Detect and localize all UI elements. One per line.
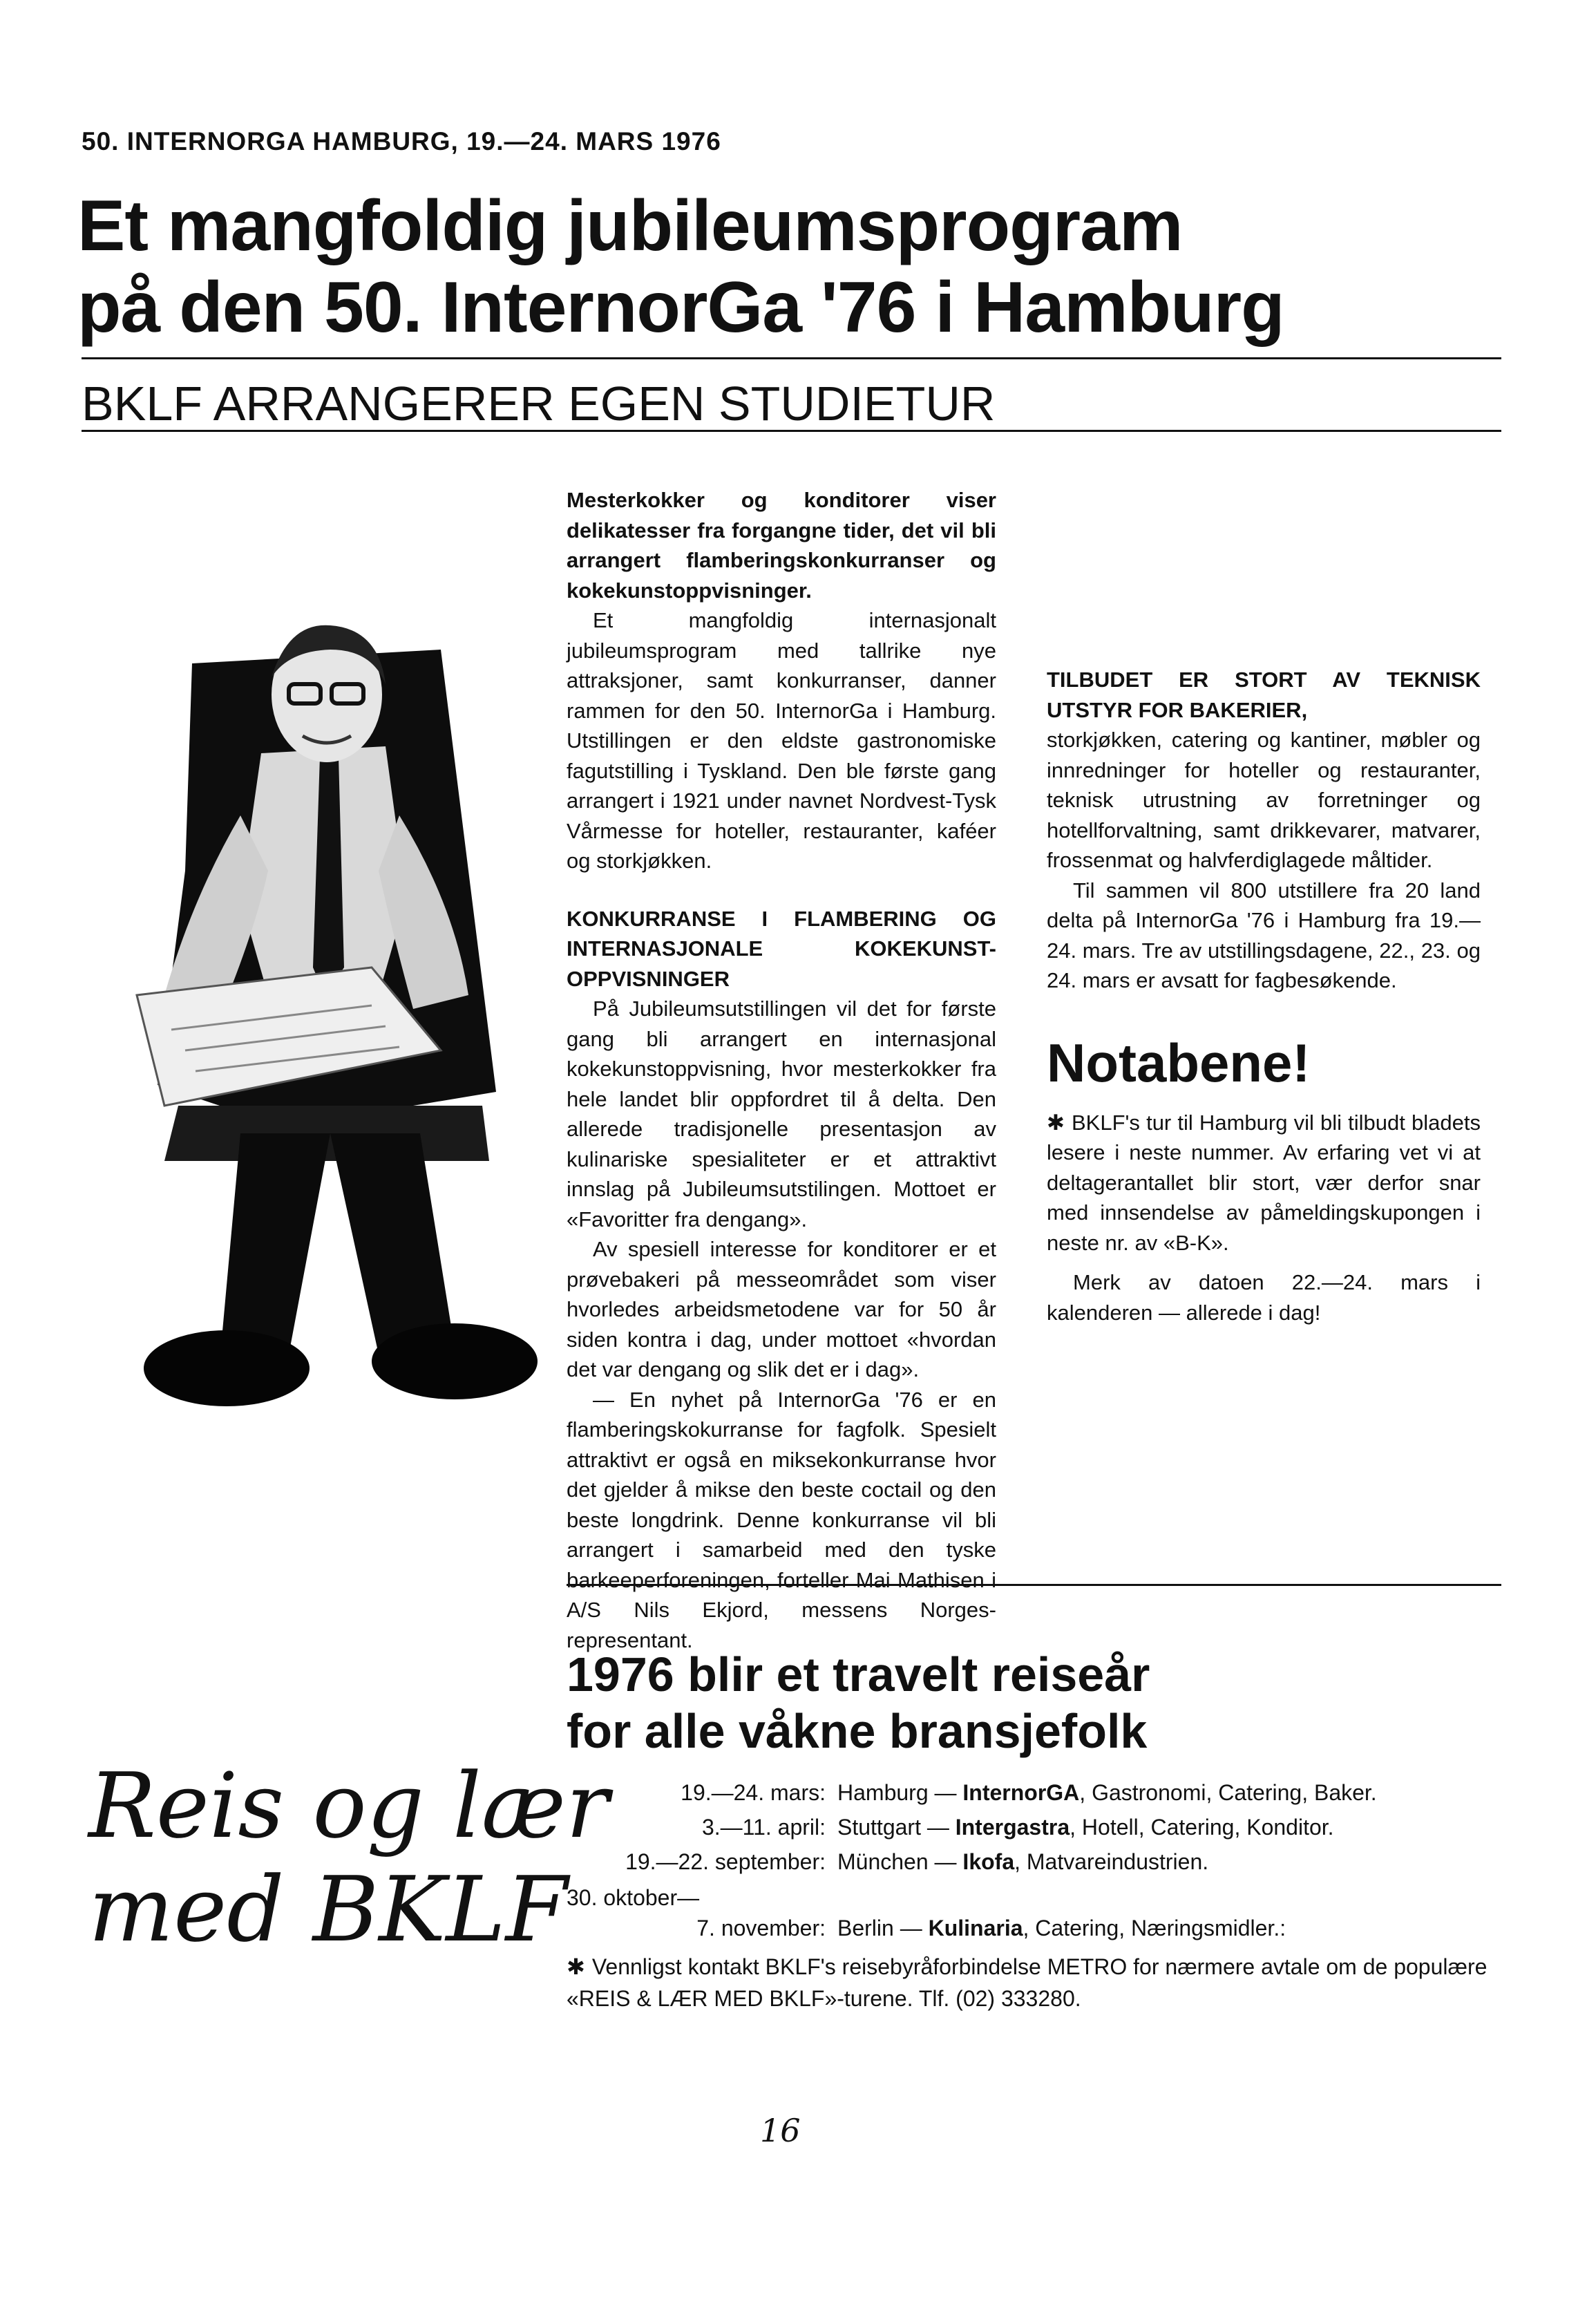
- schedule-city: München —: [837, 1849, 957, 1874]
- notabene-text: BKLF's tur til Hamburg vil bli tilbudt bladets lesere i neste nummer. Av erfaring vet vi at deltagerantallet blir stort, vær derfor snar med innsendelse av påmeldingskupongen i neste nr. av «B-K».: [1047, 1110, 1481, 1255]
- page-number: 16: [760, 2112, 801, 2149]
- schedule-desc: , Hotell, Catering, Konditor.: [1070, 1815, 1334, 1840]
- article-paragraph: storkjøkken, catering og kantiner, møbler og innredninger for hoteller og restauranter, teknisk utrustning av forretninger og hotellforvaltning, samt drikkevarer, matvarer, frossenmat og halvferdiglagede måltider.: [1047, 728, 1481, 872]
- schedule-date: 19.—24. mars:: [681, 1780, 826, 1805]
- asterisk-icon: ✱: [567, 1954, 585, 1979]
- schedule-desc: , Matvareindustrien.: [1014, 1849, 1209, 1874]
- article-paragraph: Til sammen vil 800 utstillere fra 20 land delta på InternorGa '76 i Hamburg fra 19.—24. mars. Tre av utstillingsdagene, 22., 23. og 24. mars er avsatt for fagbesøkende.: [1047, 878, 1481, 992]
- article-paragraph: På Jubileumsutstillingen vil det for første gang bli arrangert en internasjonal kokekunstoppvisning, hvor mesterkokker fra hele landet blir oppfordret til å delta. Den allerede tradisjonelle presentasjon av kulinariske spesialiteter er et attraktivt innslag på Jubileumsutstilingen. Mottoet er «Favoritter fra dengang».: [567, 996, 996, 1231]
- script-slogan: [88, 1754, 609, 1961]
- schedule-city: Hamburg —: [837, 1780, 957, 1805]
- travel-title-line-2: for alle våkne bransjefolk: [567, 1704, 1148, 1758]
- travel-title-line-1: 1976 blir et travelt reiseår: [567, 1647, 1150, 1701]
- subhead: BKLF ARRANGERER EGEN STUDIETUR: [82, 377, 996, 431]
- article-column-1: [567, 485, 996, 1655]
- travel-title: [567, 1646, 1150, 1759]
- rule-promo: [567, 1584, 1501, 1586]
- article-subheading: TILBUDET ER STORT AV TEKNISK UTSTYR FOR BAKERIER,: [1047, 668, 1481, 722]
- schedule-date: 3.—11. april:: [701, 1815, 826, 1840]
- headline-line-2: på den 50. InternorGa '76 i Hamburg: [77, 267, 1284, 348]
- schedule-date: 30. oktober—: [567, 1885, 700, 1910]
- notabene-title: Notabene!: [1047, 1032, 1311, 1093]
- article-lead: Mesterkokker og konditorer viser delikatesser fra forgangne tider, det vil bli arrangert flamberingskonkurranser og kokekunstoppvisninger.: [567, 488, 996, 603]
- headline: [77, 185, 1284, 348]
- schedule-fair: Intergastra: [955, 1815, 1070, 1840]
- script-line-2: med BKLF: [88, 1857, 568, 1962]
- schedule-fair: InternorGA: [962, 1780, 1080, 1805]
- article-subheading: KONKURRANSE I FLAMBERING OG INTERNASJONALE KOKEKUNST-OPPVISNINGER: [567, 906, 996, 991]
- article-paragraph: Et mangfoldig internasjonalt jubileumsprogram med tallrike nye attraksjoner, samt konkurranser, danner rammen for den 50. InternorGa i Hamburg. Utstillingen er den eldste gastronomiske fagutstilling i Tyskland. Den ble første gang arrangert i 1921 under navnet Nordvest-Tysk Vårmesse for hoteller, restauranter, kaféer og storkjøkken.: [567, 608, 996, 873]
- photo-man-in-chair: [82, 608, 565, 1437]
- rule-under-subhead: [82, 430, 1501, 432]
- schedule-desc: , Catering, Næringsmidler.:: [1023, 1916, 1286, 1940]
- notabene-reminder: Merk av datoen 22.—24. mars i kalenderen — allerede i dag!: [1047, 1270, 1481, 1325]
- article-paragraph: — En nyhet på InternorGa '76 er en flamberingskokurranse for fagfolk. Spesielt attraktivt er også en miksekonkurranse hvor det gjelder å mikse den beste coctail og den beste longdrink. Denne konkurranse vil bli arrangert i samarbeid med den tyske barkeeperforeningen, forteller Mai Mathisen i A/S Nils Ekjord, messens Norges-representant.: [567, 1387, 996, 1652]
- schedule-desc: , Gastronomi, Catering, Baker.: [1079, 1780, 1377, 1805]
- contact-note: [567, 1951, 1499, 2014]
- schedule-city: Stuttgart —: [837, 1815, 949, 1840]
- article-column-2: [1047, 485, 1481, 1328]
- schedule-date: 19.—22. september:: [625, 1849, 826, 1874]
- schedule-city: Berlin —: [837, 1916, 922, 1940]
- script-line-1: Reis og lær: [88, 1753, 609, 1858]
- headline-line-1: Et mangfoldig jubileumsprogram: [77, 186, 1183, 266]
- contact-note-text: Vennligst kontakt BKLF's reisebyråforbindelse METRO for nærmere avtale om de populære «REIS & LÆR MED BKLF»-turene. Tlf. (02) 333280.: [567, 1954, 1488, 2011]
- travel-schedule: [567, 1780, 1499, 1946]
- rule-top: [82, 357, 1501, 359]
- schedule-date: 7. november:: [696, 1916, 826, 1940]
- article-paragraph: Av spesiell interesse for konditorer er et prøvebakeri på messeområdet som viser hvorledes arbeidsmetodene var for 50 år siden kontra i dag, under mottoet «hvordan det var dengang og slik det er i dag».: [567, 1237, 996, 1381]
- asterisk-icon: ✱: [1047, 1110, 1065, 1135]
- issue-kicker: 50. INTERNORGA HAMBURG, 19.—24. MARS 1976: [82, 127, 721, 155]
- schedule-fair: Kulinaria: [928, 1916, 1023, 1940]
- schedule-fair: Ikofa: [962, 1849, 1015, 1874]
